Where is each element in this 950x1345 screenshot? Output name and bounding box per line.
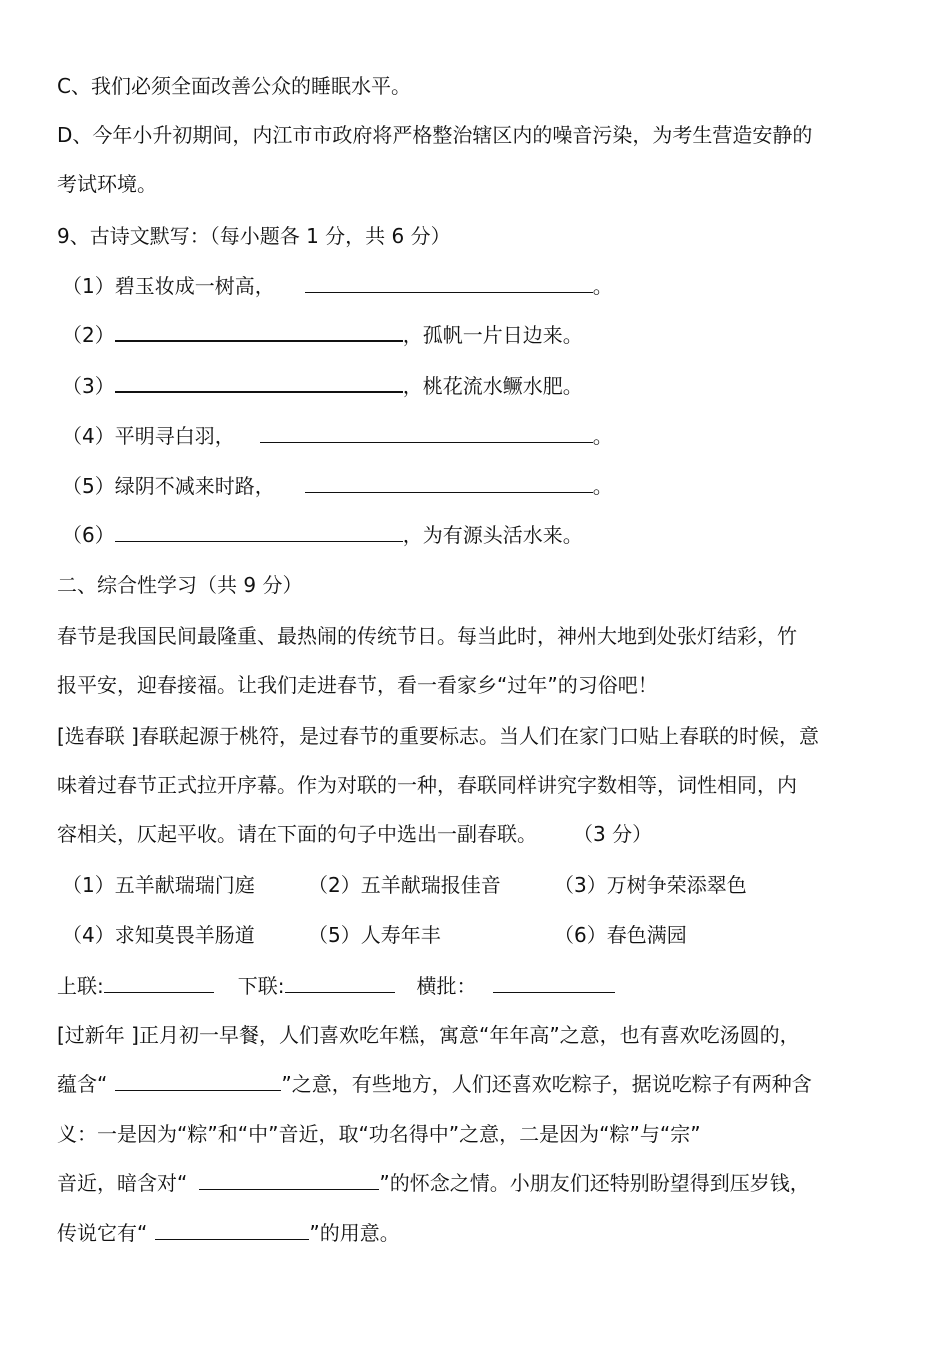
q9-item-1 bbox=[62, 272, 613, 300]
newyear-text: 音近，暗含对“ bbox=[57, 1171, 188, 1195]
horizontal-label: 横批： bbox=[416, 974, 477, 998]
option-d-line1: D、今年小升初期间，内江市市政府将严格整治辖区内的噪音污染，为考生营造安静的 bbox=[57, 123, 813, 147]
item-before: 平明寻白羽， bbox=[114, 424, 235, 448]
upper-label: 上联: bbox=[57, 974, 104, 998]
item-after: ，为有源头活水来。 bbox=[402, 523, 583, 547]
q9-item-2 bbox=[62, 320, 583, 349]
horizontal-blank[interactable] bbox=[493, 972, 615, 993]
q9-item-4 bbox=[62, 422, 613, 450]
intro-line1: 春节是我国民间最隆重、最热闹的传统节日。每当此时，神州大地到处张灯结彩，竹 bbox=[57, 624, 797, 648]
q9-item-3 bbox=[62, 371, 583, 400]
item-after: ，桃花流水鳜水肥。 bbox=[402, 374, 583, 398]
item-before: 碧玉妆成一树高， bbox=[114, 274, 275, 298]
lower-label: 下联: bbox=[237, 974, 285, 998]
item-number: （4） bbox=[62, 424, 115, 448]
meaning-blank-2[interactable] bbox=[199, 1169, 379, 1190]
newyear-line5 bbox=[57, 1219, 400, 1247]
couplet-answer-row bbox=[57, 972, 615, 1000]
answer-blank[interactable] bbox=[260, 422, 593, 443]
answer-blank[interactable] bbox=[115, 371, 403, 393]
item-after: 。 bbox=[592, 474, 613, 498]
answer-blank[interactable] bbox=[305, 272, 593, 293]
couplet-score: （3 分） bbox=[573, 822, 653, 846]
choice-5: （5）人寿年丰 bbox=[308, 923, 441, 947]
item-before: 绿阴不减来时路， bbox=[114, 474, 275, 498]
couplet-instruction: 容相关，仄起平收。请在下面的句子中选出一副春联。 bbox=[57, 822, 537, 846]
q9-title: 9、古诗文默写：（每小题各 1 分，共 6 分） bbox=[57, 224, 451, 248]
newyear-text: 传说它有“ bbox=[57, 1221, 148, 1245]
option-d-line2: 考试环境。 bbox=[57, 172, 157, 196]
q9-item-6 bbox=[62, 521, 583, 549]
newyear-text: 蕴含“ bbox=[57, 1072, 108, 1096]
section2-title: 二、综合性学习（共 9 分） bbox=[57, 573, 303, 597]
option-c: C、我们必须全面改善公众的睡眠水平。 bbox=[57, 74, 411, 98]
intro-line2: 报平安，迎春接福。让我们走进春节，看一看家乡“过年”的习俗吧！ bbox=[57, 673, 658, 697]
couplet-line2: 味着过春节正式拉开序幕。作为对联的一种，春联同样讲究字数相等，词性相同，内 bbox=[57, 773, 797, 797]
newyear-line2 bbox=[57, 1070, 812, 1098]
newyear-line1: [过新年 ]正月初一早餐，人们喜欢吃年糕，寓意“年年高”之意，也有喜欢吃汤圆的， bbox=[57, 1023, 800, 1047]
meaning-blank-3[interactable] bbox=[155, 1219, 309, 1240]
newyear-text: ”之意，有些地方，人们还喜欢吃粽子，据说吃粽子有两种含 bbox=[281, 1072, 812, 1096]
item-after: 。 bbox=[592, 424, 613, 448]
answer-blank[interactable] bbox=[305, 472, 593, 493]
choice-2: （2）五羊献瑞报佳音 bbox=[308, 873, 501, 897]
newyear-line4 bbox=[57, 1169, 810, 1197]
answer-blank[interactable] bbox=[115, 521, 403, 542]
couplet-line1: [选春联 ]春联起源于桃符，是过春节的重要标志。当人们在家门口贴上春联的时候，意 bbox=[57, 724, 819, 748]
item-after: ，孤帆一片日边来。 bbox=[402, 323, 583, 347]
item-after: 。 bbox=[592, 274, 613, 298]
choice-4: （4）求知莫畏羊肠道 bbox=[62, 923, 255, 947]
item-number: （1） bbox=[62, 274, 115, 298]
newyear-line3: 义：一是因为“粽”和“中”音近，取“功名得中”之意，二是因为“粽”与“宗” bbox=[57, 1122, 701, 1146]
item-number: （6） bbox=[62, 523, 115, 547]
lower-blank[interactable] bbox=[285, 972, 395, 993]
item-number: （5） bbox=[62, 474, 115, 498]
choice-1: （1）五羊献瑞瑞门庭 bbox=[62, 873, 255, 897]
q9-item-5 bbox=[62, 472, 613, 500]
choice-3: （3）万树争荣添翠色 bbox=[554, 873, 747, 897]
newyear-text: ”的用意。 bbox=[309, 1221, 400, 1245]
newyear-text: ”的怀念之情。小朋友们还特别盼望得到压岁钱， bbox=[379, 1171, 810, 1195]
choice-6: （6）春色满园 bbox=[554, 923, 687, 947]
answer-blank[interactable] bbox=[115, 320, 403, 342]
item-number: （3） bbox=[62, 374, 115, 398]
couplet-line3 bbox=[57, 820, 652, 848]
item-number: （2） bbox=[62, 323, 115, 347]
upper-blank[interactable] bbox=[104, 972, 214, 993]
meaning-blank-1[interactable] bbox=[115, 1070, 281, 1091]
